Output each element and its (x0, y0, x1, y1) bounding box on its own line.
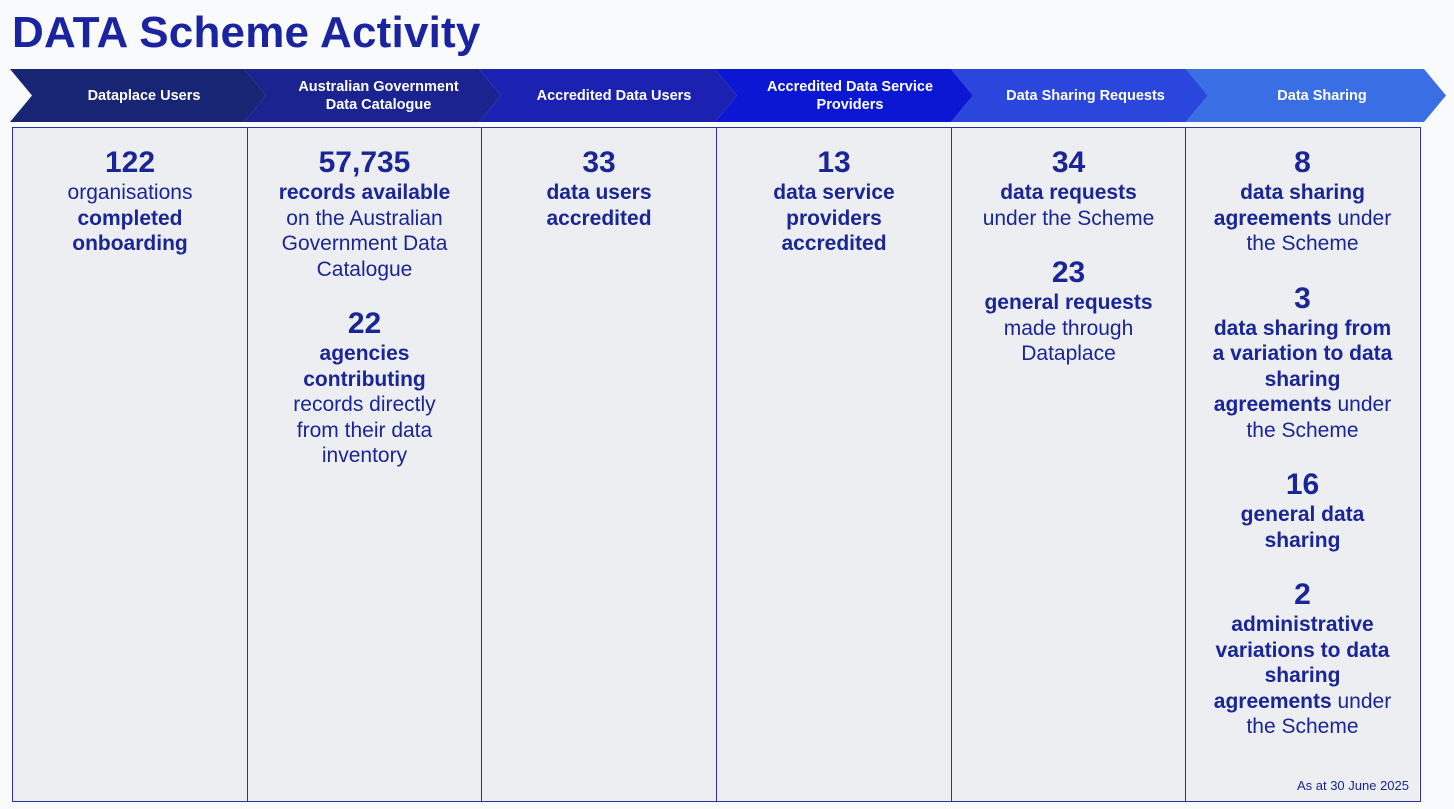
description-line (258, 443, 471, 469)
emphasis-text: providers (786, 206, 882, 230)
stat-description (248, 180, 481, 282)
stat-description (717, 180, 951, 257)
description-line (1196, 231, 1409, 257)
column-dataplace-users (13, 128, 248, 801)
stat-description (13, 180, 247, 257)
header-data-sharing-requests (973, 69, 1186, 122)
stat-description (482, 180, 716, 231)
as-at-date: As at 30 June 2025 (1296, 778, 1409, 793)
description-line (962, 316, 1175, 342)
emphasis-text: data sharing (1240, 181, 1365, 204)
description-line (962, 290, 1175, 316)
body-text: the Scheme (1246, 418, 1359, 442)
body-text: under (1331, 689, 1392, 713)
emphasis-text: data users (546, 181, 652, 204)
header-label: Australian Government Data Catalogue (298, 78, 459, 113)
emphasis-text: general requests (984, 291, 1153, 314)
emphasis-text: agreements (1213, 689, 1332, 713)
description-line (1196, 663, 1409, 689)
stat-description (952, 180, 1185, 231)
emphasis-text: administrative (1231, 613, 1374, 636)
emphasis-text: records available (278, 181, 451, 204)
stat-block (952, 146, 1185, 231)
description-line (1196, 206, 1409, 232)
body-text: the Scheme (1246, 715, 1359, 738)
emphasis-text: agencies (319, 342, 410, 365)
stat-value: 3 (1294, 281, 1311, 315)
emphasis-text: data sharing from (1213, 316, 1392, 340)
stat-value: 34 (1051, 146, 1086, 179)
body-text: organisations (67, 181, 193, 204)
body-text: inventory (321, 444, 408, 467)
description-line (1196, 392, 1409, 418)
emphasis-text: sharing (1264, 664, 1341, 687)
stat-block (482, 146, 716, 231)
emphasis-text: agreements (1213, 393, 1332, 416)
description-line (1196, 316, 1409, 342)
header-label: Data Sharing Requests (1006, 87, 1165, 104)
description-line (258, 392, 471, 418)
stat-description (1186, 316, 1419, 444)
stat-value: 16 (1285, 468, 1320, 501)
description-line (258, 231, 471, 257)
emphasis-text: completed (77, 206, 183, 230)
stat-value: 33 (582, 146, 616, 179)
body-text: Catalogue (316, 257, 413, 281)
stat-description (952, 290, 1185, 367)
header-label: Accredited Data Users (536, 87, 692, 104)
header-label: Accredited Data Service Providers (766, 78, 934, 113)
stat-value: 2 (1294, 578, 1311, 611)
description-line (1196, 341, 1409, 367)
emphasis-text: agreements (1213, 206, 1332, 230)
emphasis-text: accredited (781, 232, 887, 255)
header-accredited-data-users (501, 69, 715, 122)
emphasis-text: general data (1240, 503, 1365, 526)
description-line (1196, 528, 1409, 554)
emphasis-text: onboarding (72, 232, 188, 255)
stat-description (1186, 180, 1419, 257)
description-line (727, 231, 941, 257)
stat-block (717, 146, 951, 257)
description-line (492, 180, 706, 206)
column-data-sharing (1186, 128, 1419, 801)
stat-description (248, 341, 481, 469)
description-line (258, 257, 471, 283)
header-accredited-data-service-providers (737, 69, 951, 122)
description-line (23, 180, 237, 206)
stat-value: 13 (817, 146, 851, 179)
body-text: under the Scheme (982, 206, 1155, 230)
stat-value: 23 (1051, 256, 1086, 289)
description-line (258, 206, 471, 232)
header-label: Data Sharing (1277, 87, 1367, 104)
category-header-bar (10, 69, 1446, 122)
stat-block (1186, 282, 1419, 444)
description-line (1196, 612, 1409, 638)
header-label: Dataplace Users (87, 87, 201, 104)
header-australian-government-data-catalogue (266, 69, 479, 122)
description-line (1196, 638, 1409, 664)
stat-value: 8 (1294, 146, 1311, 179)
description-line (1196, 714, 1409, 740)
description-line (258, 341, 471, 367)
emphasis-text: contributing (303, 367, 426, 391)
emphasis-text: data service (773, 181, 895, 204)
stat-block (13, 146, 247, 257)
column-australian-government-data-catalogue (248, 128, 482, 801)
description-line (258, 180, 471, 206)
body-text: Dataplace (1021, 342, 1116, 365)
emphasis-text: accredited (546, 206, 652, 230)
description-line (1196, 502, 1409, 528)
body-text: on the Australian (286, 206, 443, 230)
stat-description (1186, 502, 1419, 553)
emphasis-text: variations to data (1215, 638, 1390, 662)
body-text: under (1331, 393, 1392, 416)
stat-block (1186, 578, 1419, 740)
emphasis-text: a variation to data (1212, 342, 1393, 365)
description-line (962, 180, 1175, 206)
page-title: DATA Scheme Activity (12, 8, 481, 57)
description-line (727, 206, 941, 232)
stat-value: 122 (104, 146, 156, 179)
column-accredited-data-users (482, 128, 717, 801)
description-line (258, 418, 471, 444)
body-text: made through (1003, 316, 1134, 340)
stat-block (1186, 468, 1419, 553)
emphasis-text: sharing (1264, 528, 1341, 552)
body-text: under (1331, 206, 1392, 230)
description-line (962, 341, 1175, 367)
description-line (727, 180, 941, 206)
activity-grid (12, 127, 1421, 802)
description-line (1196, 418, 1409, 444)
description-line (1196, 689, 1409, 715)
description-line (1196, 180, 1409, 206)
body-text: Government Data (281, 232, 448, 255)
stat-value: 57,735 (318, 146, 411, 179)
stat-block (952, 256, 1185, 367)
description-line (258, 367, 471, 393)
stat-description (1186, 612, 1419, 740)
body-text: the Scheme (1246, 232, 1359, 255)
stat-block (1186, 146, 1419, 257)
column-data-sharing-requests (952, 128, 1186, 801)
description-line (962, 206, 1175, 232)
emphasis-text: sharing (1264, 367, 1341, 391)
description-line (1196, 367, 1409, 393)
header-data-sharing (1208, 69, 1424, 122)
column-accredited-data-service-providers (717, 128, 952, 801)
description-line (23, 206, 237, 232)
emphasis-text: data requests (1000, 181, 1137, 204)
stat-value: 22 (347, 307, 382, 340)
body-text: from their data (296, 418, 433, 442)
description-line (23, 231, 237, 257)
stat-block (248, 307, 481, 469)
body-text: records directly (293, 393, 436, 416)
description-line (492, 206, 706, 232)
header-dataplace-users (32, 69, 244, 122)
stat-block (248, 146, 481, 282)
